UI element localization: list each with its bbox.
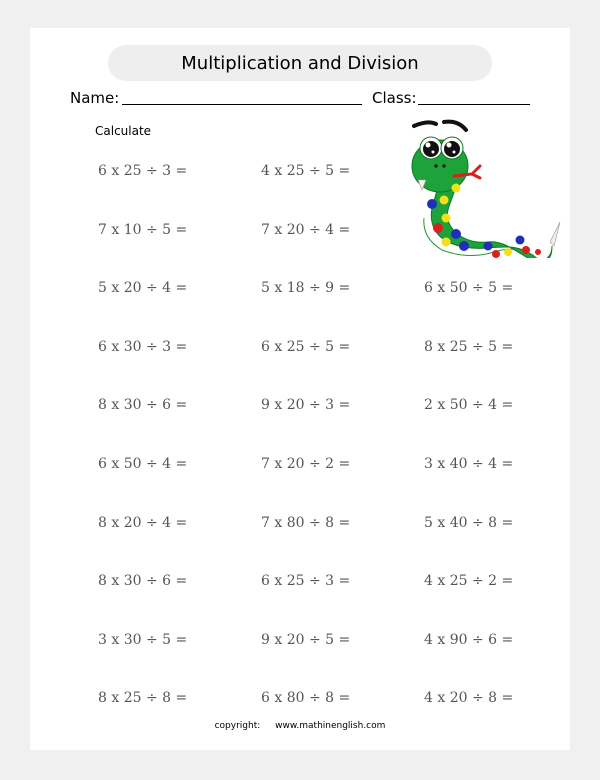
copyright-label: copyright: xyxy=(214,721,261,731)
problem-r8-c1: 8 x 30 ÷ 6 = xyxy=(98,573,188,590)
problem-r6-c2: 7 x 20 ÷ 2 = xyxy=(261,456,351,472)
problem-r6-c1: 6 x 50 ÷ 4 = xyxy=(98,456,188,472)
problem-r8-c2: 6 x 25 ÷ 3 = xyxy=(261,573,351,590)
footer xyxy=(30,721,570,731)
problem-r10-c1: 8 x 25 ÷ 8 = xyxy=(98,690,188,707)
problem-r5-c2: 9 x 20 ÷ 3 = xyxy=(261,397,351,414)
problem-r7-c1: 8 x 20 ÷ 4 = xyxy=(98,514,188,531)
worksheet xyxy=(30,28,570,750)
instruction: Calculate xyxy=(95,124,152,138)
problem-r2-c2: 7 x 20 ÷ 4 = xyxy=(261,221,351,238)
problem-r7-c2: 7 x 80 ÷ 8 = xyxy=(261,514,351,531)
problem-r9-c2: 9 x 20 ÷ 5 = xyxy=(261,631,351,648)
problem-r1-c2: 4 x 25 ÷ 5 = xyxy=(261,163,351,179)
name-line xyxy=(122,104,362,105)
problem-r1-c1: 6 x 25 ÷ 3 = xyxy=(98,163,188,179)
snake-illustration xyxy=(402,118,562,258)
problem-r4-c1: 6 x 30 ÷ 3 = xyxy=(98,338,188,355)
problem-r10-c3: 4 x 20 ÷ 8 = xyxy=(424,690,514,707)
problem-r3-c3: 6 x 50 ÷ 5 = xyxy=(424,280,514,297)
problem-r2-c1: 7 x 10 ÷ 5 = xyxy=(98,221,188,238)
class-line xyxy=(418,104,530,105)
worksheet-title: Multiplication and Division xyxy=(108,45,492,81)
problem-r5-c1: 8 x 30 ÷ 6 = xyxy=(98,397,188,414)
problem-r6-c3: 3 x 40 ÷ 4 = xyxy=(424,456,514,472)
problem-r3-c1: 5 x 20 ÷ 4 = xyxy=(98,280,188,297)
problem-r9-c1: 3 x 30 ÷ 5 = xyxy=(98,631,188,648)
problem-r8-c3: 4 x 25 ÷ 2 = xyxy=(424,573,514,590)
problem-r4-c2: 6 x 25 ÷ 5 = xyxy=(261,338,351,355)
problem-r9-c3: 4 x 90 ÷ 6 = xyxy=(424,631,514,648)
problem-r3-c2: 5 x 18 ÷ 9 = xyxy=(261,280,351,297)
problem-r10-c2: 6 x 80 ÷ 8 = xyxy=(261,690,351,707)
problem-r5-c3: 2 x 50 ÷ 4 = xyxy=(424,397,514,414)
class-label: Class: xyxy=(372,89,417,107)
name-label: Name: xyxy=(70,89,120,107)
problem-r4-c3: 8 x 25 ÷ 5 = xyxy=(424,338,514,355)
problem-r7-c3: 5 x 40 ÷ 8 = xyxy=(424,514,514,531)
site-link[interactable]: www.mathinenglish.com xyxy=(275,721,386,731)
